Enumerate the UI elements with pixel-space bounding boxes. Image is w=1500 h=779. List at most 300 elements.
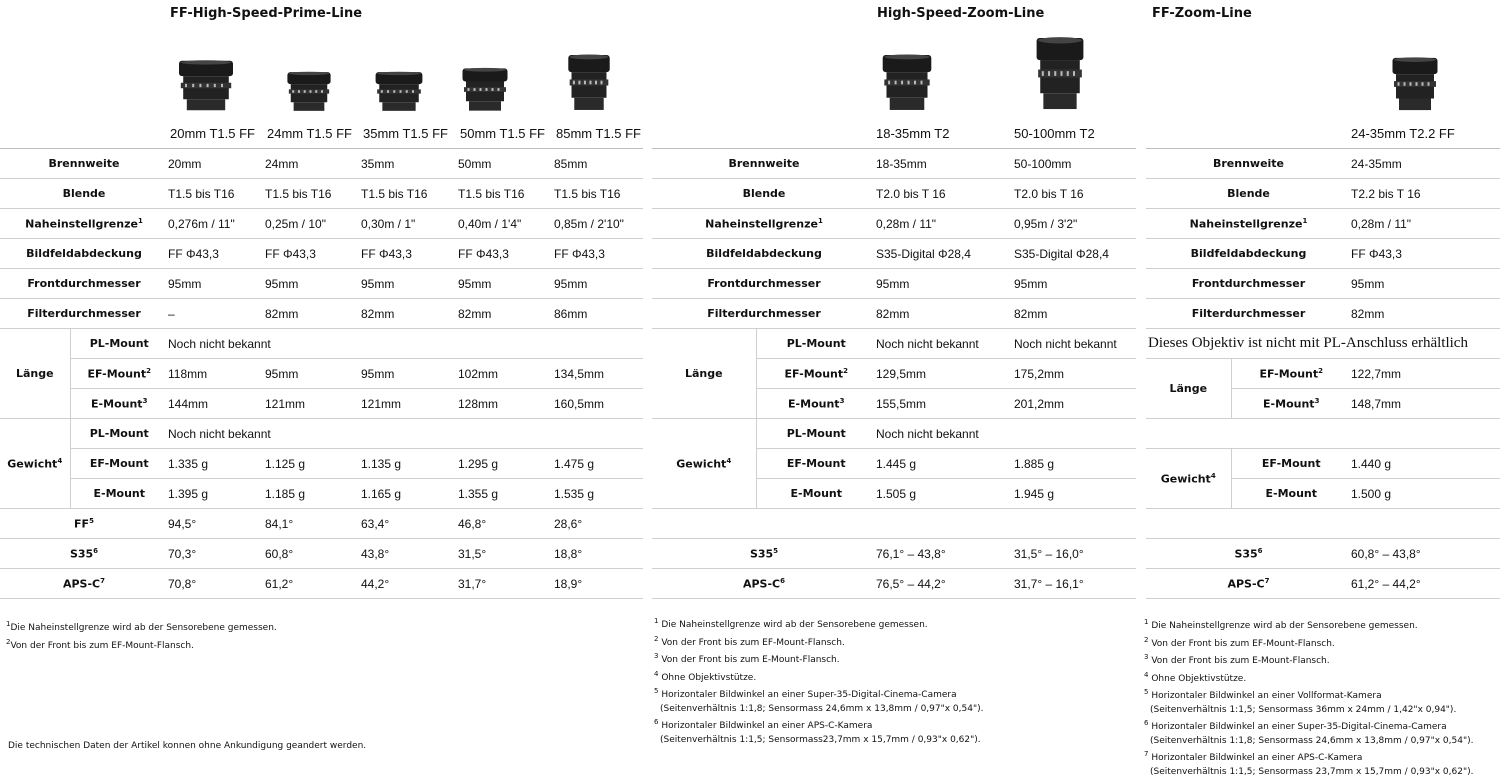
cell: 46,8° — [458, 509, 554, 539]
cell: 43,8° — [361, 539, 458, 569]
row-label-bildfeldabdeckung: Bildfeldabdeckung — [652, 239, 876, 269]
cell: 1.295 g — [458, 449, 554, 479]
cell: 1.165 g — [361, 479, 458, 509]
cell: 95mm — [361, 359, 458, 389]
sub-label-ef-mount: EF-Mount — [70, 449, 168, 479]
footnote: (Seitenverhältnis 1:1,8; Sensormass 24,6mm x 13,8mm / 0,97"x 0,54"). — [1144, 735, 1473, 749]
table-row — [652, 239, 1136, 269]
lens-scale-mark — [498, 88, 500, 91]
cell: S35-Digital Φ28,4 — [876, 239, 1014, 269]
footnote: (Seitenverhältnis 1:1,5; Sensormass 36mm x 24mm / 1,42"x 0,94"). — [1144, 704, 1473, 718]
cell: 0,28m / 11" — [876, 209, 1014, 239]
lens-shape — [884, 54, 929, 59]
cell: 1.505 g — [876, 479, 1014, 509]
table-row — [0, 329, 643, 359]
lens-scale-mark — [921, 81, 923, 85]
cell: Noch nicht bekannt — [1014, 329, 1136, 359]
cell: 1.475 g — [554, 449, 643, 479]
row-group-gewicht: Gewicht$^4$ — [1146, 449, 1231, 509]
lens-shape — [1043, 93, 1076, 109]
row-label-blende: Blende — [0, 179, 168, 209]
lens-name-85mm: 85mm T1.5 FF — [556, 126, 641, 141]
lens-scale-mark — [589, 81, 591, 85]
lens-scale-mark — [480, 88, 482, 91]
cell: 82mm — [1014, 299, 1136, 329]
footnote: $^6$ Horizontaler Bildwinkel an einer APS-C-Kamera — [654, 716, 983, 734]
cell: 201,2mm — [1014, 389, 1136, 419]
lens-18-35mm-image — [880, 52, 934, 113]
sub-label-ef-mount: EF-Mount — [756, 449, 876, 479]
cell: 63,4° — [361, 509, 458, 539]
table-row — [0, 419, 643, 449]
row-label-filterdurchmesser: Filterdurchmesser — [1146, 299, 1351, 329]
cell: 0,40m / 1'4" — [458, 209, 554, 239]
lens-scale-mark — [1073, 71, 1075, 76]
lens-name-35mm: 35mm T1.5 FF — [363, 126, 448, 141]
ff-zoom-line-heading: FF-Zoom-Line — [1152, 6, 1252, 21]
cell: 129,5mm — [876, 359, 1014, 389]
lens-scale-mark — [578, 81, 580, 85]
cell: 28,6° — [554, 509, 643, 539]
lens-50mm-image — [460, 66, 510, 113]
prime-footnotes — [6, 618, 277, 653]
cell: T1.5 bis T16 — [458, 179, 554, 209]
zoom-line-heading: High-Speed-Zoom-Line — [877, 6, 1044, 21]
cell: 95mm — [458, 269, 554, 299]
table-row — [1146, 269, 1500, 299]
cell: Noch nicht bekannt — [168, 329, 643, 359]
lens-scale-mark — [207, 84, 209, 87]
lens-shape — [884, 79, 929, 85]
lens-shape — [570, 54, 609, 59]
cell: 60,8° — [265, 539, 361, 569]
table-row — [0, 479, 643, 509]
cell: 70,3° — [168, 539, 265, 569]
row-label-apsc: APS-$C^6$ — [652, 569, 876, 599]
lens-scale-mark — [901, 81, 903, 85]
lens-shape — [1038, 37, 1082, 43]
cell: FF Φ43,3 — [361, 239, 458, 269]
lens-scale-mark — [387, 90, 389, 93]
cell: S35-Digital Φ28,4 — [1014, 239, 1136, 269]
cell: 0,30m / 1" — [361, 209, 458, 239]
table-row — [0, 149, 643, 179]
cell: 1.185 g — [265, 479, 361, 509]
row-group-gewicht: Gewicht$^4$ — [0, 419, 70, 509]
lens-scale-mark — [1416, 82, 1418, 85]
row-label-s35: $S35^6$ — [1146, 539, 1351, 569]
cell: T2.0 bis T 16 — [876, 179, 1014, 209]
cell: 1.335 g — [168, 449, 265, 479]
lens-shape — [289, 72, 329, 75]
lens-shape — [294, 102, 325, 111]
cell: 95mm — [876, 269, 1014, 299]
cell: 18-35mm — [876, 149, 1014, 179]
lens-scale-mark — [199, 84, 201, 87]
cell: T2.0 bis T 16 — [1014, 179, 1136, 209]
cell: 1.945 g — [1014, 479, 1136, 509]
footnote: (Seitenverhältnis 1:1,5; Sensormass 23,7mm x 15,7mm / 0,93"x 0,62"). — [1144, 766, 1473, 779]
cell: 155,5mm — [876, 389, 1014, 419]
cell: 134,5mm — [554, 359, 643, 389]
table-row — [1146, 359, 1500, 389]
cell: 82mm — [876, 299, 1014, 329]
lens-scale-mark — [381, 90, 383, 93]
cell: 95mm — [265, 359, 361, 389]
lens-scale-mark — [595, 81, 597, 85]
cell: 121mm — [265, 389, 361, 419]
zoom-spec-table — [652, 148, 1136, 599]
cell: 95mm — [361, 269, 458, 299]
cell: 102mm — [458, 359, 554, 389]
cell: 1.445 g — [876, 449, 1014, 479]
cell: 31,5° – 16,0° — [1014, 539, 1136, 569]
cell: T1.5 bis T16 — [554, 179, 643, 209]
table-row — [1146, 209, 1500, 239]
lens-name-50mm: 50mm T1.5 FF — [460, 126, 545, 141]
cell: 1.125 g — [265, 449, 361, 479]
lens-85mm-image — [566, 52, 612, 113]
cell: 0,25m / 10" — [265, 209, 361, 239]
cell: 60,8° – 43,8° — [1351, 539, 1500, 569]
lens-shape — [1394, 57, 1436, 62]
sub-label-pl-mount: PL-Mount — [756, 329, 876, 359]
row-label-s35: $S35^5$ — [652, 539, 876, 569]
lens-shape — [181, 60, 231, 64]
cell: 0,95m / 3'2" — [1014, 209, 1136, 239]
sub-label-e-mount: E-Mount$^3$ — [756, 389, 876, 419]
row-label-naheinstellgrenze: Naheinstellgrenze$^1$ — [1146, 209, 1351, 239]
cell: 70,8° — [168, 569, 265, 599]
empty-cell — [652, 509, 1136, 539]
cell: 31,7° – 16,1° — [1014, 569, 1136, 599]
ff-zoom-footnotes — [1144, 616, 1473, 779]
table-row — [1146, 329, 1500, 359]
cell: Noch nicht bekannt — [168, 419, 643, 449]
lens-name-20mm: 20mm T1.5 FF — [170, 126, 255, 141]
cell: FF Φ43,3 — [458, 239, 554, 269]
row-group-laenge: Länge — [0, 329, 70, 419]
empty-cell — [1146, 509, 1500, 539]
row-label-filterdurchmesser: Filterdurchmesser — [0, 299, 168, 329]
cell: 82mm — [1351, 299, 1500, 329]
prime-spec-table — [0, 148, 643, 599]
cell: Noch nicht bekannt — [876, 329, 1014, 359]
footnote: $^4$ Ohne Objektivstütze. — [1144, 669, 1473, 687]
lens-scale-mark — [584, 81, 586, 85]
row-label-filterdurchmesser: Filterdurchmesser — [652, 299, 876, 329]
row-label-apsc: APS-$C^7$ — [1146, 569, 1351, 599]
table-row — [652, 149, 1136, 179]
lens-shape — [1399, 99, 1431, 111]
table-row-spacer — [1146, 419, 1500, 449]
table-row — [0, 269, 643, 299]
sub-label-ef-mount: EF-Mount$^2$ — [1231, 359, 1351, 389]
row-label-brennweite: Brennweite — [652, 149, 876, 179]
row-label-blende: Blende — [1146, 179, 1351, 209]
cell: 31,7° — [458, 569, 554, 599]
row-label-frontdurchmesser: Frontdurchmesser — [652, 269, 876, 299]
lens-scale-mark — [400, 90, 402, 93]
table-row — [0, 239, 643, 269]
table-row — [652, 179, 1136, 209]
table-row — [652, 329, 1136, 359]
footnote: $^1$Die Naheinstellgrenze wird ab der Sensorebene gemessen. — [6, 618, 277, 636]
table-row — [0, 569, 643, 599]
footnote: $^2$Von der Front bis zum EF-Mount-Flansch. — [6, 636, 277, 654]
lens-scale-mark — [895, 81, 897, 85]
cell: 31,5° — [458, 539, 554, 569]
cell: 160,5mm — [554, 389, 643, 419]
row-label-s35: $S35^6$ — [0, 539, 168, 569]
cell: 18,9° — [554, 569, 643, 599]
cell: 95mm — [265, 269, 361, 299]
table-row — [0, 179, 643, 209]
row-label-bildfeldabdeckung: Bildfeldabdeckung — [0, 239, 168, 269]
row-label-frontdurchmesser: Frontdurchmesser — [1146, 269, 1351, 299]
footnote: (Seitenverhältnis 1:1,5; Sensormass23,7mm x 15,7mm / 0,93"x 0,62"). — [654, 734, 983, 748]
table-row — [0, 389, 643, 419]
cell: FF Φ43,3 — [554, 239, 643, 269]
row-group-gewicht: Gewicht$^4$ — [652, 419, 756, 509]
cell: 18,8° — [554, 539, 643, 569]
table-row — [1146, 239, 1500, 269]
cell: 35mm — [361, 149, 458, 179]
lens-scale-mark — [1398, 82, 1400, 85]
lens-scale-mark — [1404, 82, 1406, 85]
cell: 95mm — [1014, 269, 1136, 299]
lens-scale-mark — [492, 88, 494, 91]
lens-scale-mark — [474, 88, 476, 91]
row-label-brennweite: Brennweite — [1146, 149, 1351, 179]
lens-scale-mark — [309, 90, 311, 93]
lens-scale-mark — [304, 90, 306, 93]
table-row-spacer — [1146, 509, 1500, 539]
lens-scale-mark — [1428, 82, 1430, 85]
lens-scale-mark — [185, 84, 187, 87]
cell: T1.5 bis T16 — [265, 179, 361, 209]
lens-scale-mark — [486, 88, 488, 91]
row-group-laenge: Länge — [652, 329, 756, 419]
cell: 82mm — [458, 299, 554, 329]
lens-scale-mark — [315, 90, 317, 93]
cell: 50mm — [458, 149, 554, 179]
sub-label-pl-mount: PL-Mount — [70, 419, 168, 449]
lens-scale-mark — [1061, 71, 1063, 76]
lens-scale-mark — [914, 81, 916, 85]
lens-scale-mark — [192, 84, 194, 87]
footnote: $^7$ Horizontaler Bildwinkel an einer APS-C-Kamera — [1144, 748, 1473, 766]
row-label-brennweite: Brennweite — [0, 149, 168, 179]
cell: 95mm — [1351, 269, 1500, 299]
sub-label-e-mount: E-Mount — [1231, 479, 1351, 509]
cell: 84,1° — [265, 509, 361, 539]
lens-scale-mark — [298, 90, 300, 93]
lens-name-18-35mm: 18-35mm T2 — [876, 126, 949, 141]
lens-scale-mark — [1042, 71, 1044, 76]
table-row — [0, 209, 643, 239]
row-label-apsc: APS-$C^7$ — [0, 569, 168, 599]
cell: 0,276m / 11" — [168, 209, 265, 239]
table-row — [0, 449, 643, 479]
lens-scale-mark — [573, 81, 575, 85]
cell: 1.355 g — [458, 479, 554, 509]
table-row-spacer — [652, 509, 1136, 539]
cell: 1.395 g — [168, 479, 265, 509]
cell: 121mm — [361, 389, 458, 419]
empty-cell — [1146, 419, 1500, 449]
cell: 82mm — [361, 299, 458, 329]
lens-scale-mark — [214, 84, 216, 87]
cell: 61,2° – 44,2° — [1351, 569, 1500, 599]
lens-scale-mark — [393, 90, 395, 93]
cell: 82mm — [265, 299, 361, 329]
lens-scale-mark — [1422, 82, 1424, 85]
lens-name-50-100mm: 50-100mm T2 — [1014, 126, 1095, 141]
lens-scale-mark — [888, 81, 890, 85]
table-row — [652, 269, 1136, 299]
cell: 122,7mm — [1351, 359, 1500, 389]
table-row — [1146, 569, 1500, 599]
table-row — [652, 539, 1136, 569]
zoom-footnotes — [654, 615, 983, 747]
sub-label-e-mount: E-Mount$^3$ — [70, 389, 168, 419]
table-row — [1146, 299, 1500, 329]
lens-shape — [469, 101, 501, 110]
lens-35mm-image — [373, 70, 425, 113]
footnote: $^3$ Von der Front bis zum E-Mount-Flansch. — [1144, 651, 1473, 669]
sub-label-ef-mount: EF-Mount — [1231, 449, 1351, 479]
cell: 1.440 g — [1351, 449, 1500, 479]
cell: 24-35mm — [1351, 149, 1500, 179]
footnote: $^1$ Die Naheinstellgrenze wird ab der Sensorebene gemessen. — [654, 615, 983, 633]
cell: 85mm — [554, 149, 643, 179]
table-row — [652, 299, 1136, 329]
row-label-blende: Blende — [652, 179, 876, 209]
footnote: $^2$ Von der Front bis zum EF-Mount-Flansch. — [654, 633, 983, 651]
row-label-naheinstellgrenze: Naheinstellgrenze$^1$ — [0, 209, 168, 239]
lens-scale-mark — [1048, 71, 1050, 76]
ff-zoom-spec-table — [1146, 148, 1500, 599]
footnote: $^6$ Horizontaler Bildwinkel an einer Super-35-Digital-Cinema-Camera — [1144, 717, 1473, 735]
cell: 24mm — [265, 149, 361, 179]
cell: 95mm — [554, 269, 643, 299]
table-row — [1146, 179, 1500, 209]
cell: T1.5 bis T16 — [361, 179, 458, 209]
lens-scale-mark — [292, 90, 294, 93]
table-row — [652, 419, 1136, 449]
lens-shape — [890, 98, 925, 110]
row-label-naheinstellgrenze: Naheinstellgrenze$^1$ — [652, 209, 876, 239]
lens-scale-mark — [412, 90, 414, 93]
lens-shape — [377, 72, 421, 75]
cell: 61,2° — [265, 569, 361, 599]
cell: 175,2mm — [1014, 359, 1136, 389]
lens-scale-mark — [1067, 71, 1069, 76]
row-label-ff: $FF^5$ — [0, 509, 168, 539]
cell: 1.885 g — [1014, 449, 1136, 479]
lens-scale-mark — [908, 81, 910, 85]
sub-label-ef-mount: EF-Mount$^2$ — [70, 359, 168, 389]
lens-shape — [187, 99, 225, 110]
lens-name-24mm: 24mm T1.5 FF — [267, 126, 352, 141]
lens-shape — [377, 89, 421, 93]
cell: 144mm — [168, 389, 265, 419]
cell: 76,1° – 43,8° — [876, 539, 1014, 569]
cell: T1.5 bis T16 — [168, 179, 265, 209]
pl-not-available-note: Dieses Objektiv ist nicht mit PL-Anschluss erhältlich — [1146, 329, 1500, 359]
cell: 1.135 g — [361, 449, 458, 479]
cell: 95mm — [168, 269, 265, 299]
lens-shape — [382, 102, 415, 111]
footnote: (Seitenverhältnis 1:1,8; Sensormass 24,6mm x 13,8mm / 0,97"x 0,54"). — [654, 703, 983, 717]
cell: 1.500 g — [1351, 479, 1500, 509]
cell: FF Φ43,3 — [168, 239, 265, 269]
table-row — [1146, 149, 1500, 179]
lens-20mm-image — [176, 58, 236, 113]
lens-shape — [464, 87, 506, 92]
cell: 50-100mm — [1014, 149, 1136, 179]
prime-line-heading: FF-High-Speed-Prime-Line — [170, 6, 362, 21]
sub-label-e-mount: E-Mount — [70, 479, 168, 509]
lens-24mm-image — [285, 70, 333, 113]
table-row — [1146, 449, 1500, 479]
table-row — [1146, 539, 1500, 569]
lens-shape — [289, 89, 329, 93]
cell: 20mm — [168, 149, 265, 179]
lens-shape — [1038, 70, 1082, 78]
sub-label-pl-mount: PL-Mount — [70, 329, 168, 359]
sub-label-pl-mount: PL-Mount — [756, 419, 876, 449]
cell: 148,7mm — [1351, 389, 1500, 419]
lens-scale-mark — [321, 90, 323, 93]
cell: 94,5° — [168, 509, 265, 539]
footnote: $^4$ Ohne Objektivstütze. — [654, 668, 983, 686]
disclaimer: Die technischen Daten der Artikel konnen ohne Ankundigung geandert werden. — [8, 741, 366, 751]
lens-scale-mark — [1054, 71, 1056, 76]
cell: – — [168, 299, 265, 329]
footnote: $^1$ Die Naheinstellgrenze wird ab der Sensorebene gemessen. — [1144, 616, 1473, 634]
cell: 86mm — [554, 299, 643, 329]
lens-scale-mark — [601, 81, 603, 85]
cell: 0,85m / 2'10" — [554, 209, 643, 239]
cell: 0,28m / 11" — [1351, 209, 1500, 239]
sub-label-ef-mount: EF-Mount$^2$ — [756, 359, 876, 389]
lens-shape — [464, 68, 506, 72]
cell: FF Φ43,3 — [1351, 239, 1500, 269]
cell: Noch nicht bekannt — [876, 419, 1136, 449]
cell: 128mm — [458, 389, 554, 419]
table-row — [0, 509, 643, 539]
table-row — [652, 569, 1136, 599]
table-row — [0, 539, 643, 569]
lens-scale-mark — [468, 88, 470, 91]
lens-shape — [570, 79, 609, 85]
footnote: $^5$ Horizontaler Bildwinkel an einer Vollformat-Kamera — [1144, 686, 1473, 704]
lens-24-35mm-image — [1390, 55, 1440, 113]
cell: 118mm — [168, 359, 265, 389]
footnote: $^5$ Horizontaler Bildwinkel an einer Super-35-Digital-Cinema-Camera — [654, 685, 983, 703]
sub-label-e-mount: E-Mount$^3$ — [1231, 389, 1351, 419]
cell: 76,5° – 44,2° — [876, 569, 1014, 599]
lens-shape — [574, 98, 603, 110]
cell: T2.2 bis T 16 — [1351, 179, 1500, 209]
row-group-laenge: Länge — [1146, 359, 1231, 419]
row-label-bildfeldabdeckung: Bildfeldabdeckung — [1146, 239, 1351, 269]
row-label-frontdurchmesser: Frontdurchmesser — [0, 269, 168, 299]
lens-50-100mm-image — [1034, 34, 1086, 113]
footnote: $^3$ Von der Front bis zum E-Mount-Flansch. — [654, 650, 983, 668]
